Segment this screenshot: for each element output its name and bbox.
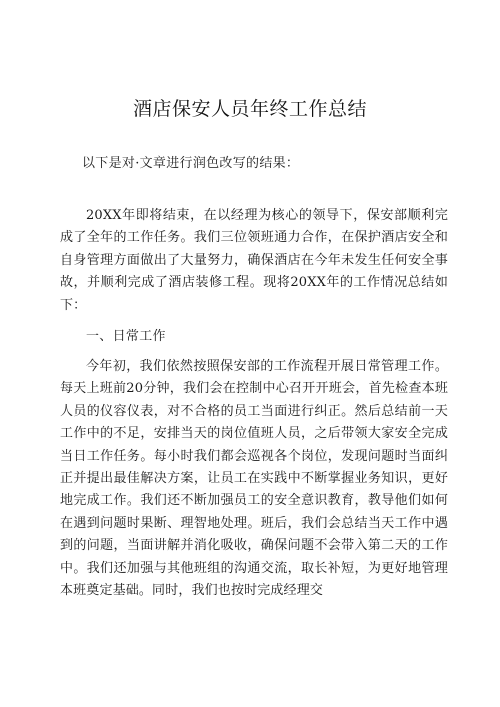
section-heading-daily-work: 一、日常工作	[86, 329, 166, 344]
intro-line: 以下是对·文章进行润色改写的结果：	[82, 156, 300, 171]
paragraph-daily-work: 今年初，我们依然按照保安部的工作流程开展日常管理工作。每天上班前20分钟，我们会在控制中心召开开班会，首先检查本班人员的仪容仪表，对不合格的员工当面进行纠正。然后总结前一天工作中的不足，安排当天的岗位值班人员，之后带领大家安全完成当日工作任务。每小时我们都会巡视各个岗位，发现问题时当面纠正并提出最佳解决方案，让员工在实践中不断掌握业务知识，更好地完成工作。我们还不断加强员工的安全意识教育，教导他们如何在遇到问题时果断、理智地处理。班后，我们会总结当天工作中遇到的问题，当面讲解并消化吸收，确保问题不会带入第二天的工作中。我们还加强与其他班组的沟通交流，取长补短，为更好地管理本班奠定基础。同时，我们也按时完成经理交	[60, 359, 448, 599]
paragraph-summary: 20XX年即将结束，在以经理为核心的领导下，保安部顺利完成了全年的工作任务。我们三位领班通力合作，在保护酒店安全和自身管理方面做出了大量努力，确保酒店在今年未发生任何安全事故，并顺利完成了酒店装修工程。现将20XX年的工作情况总结如下：	[60, 208, 448, 313]
document-title: 酒店保安人员年终工作总结	[132, 98, 367, 120]
